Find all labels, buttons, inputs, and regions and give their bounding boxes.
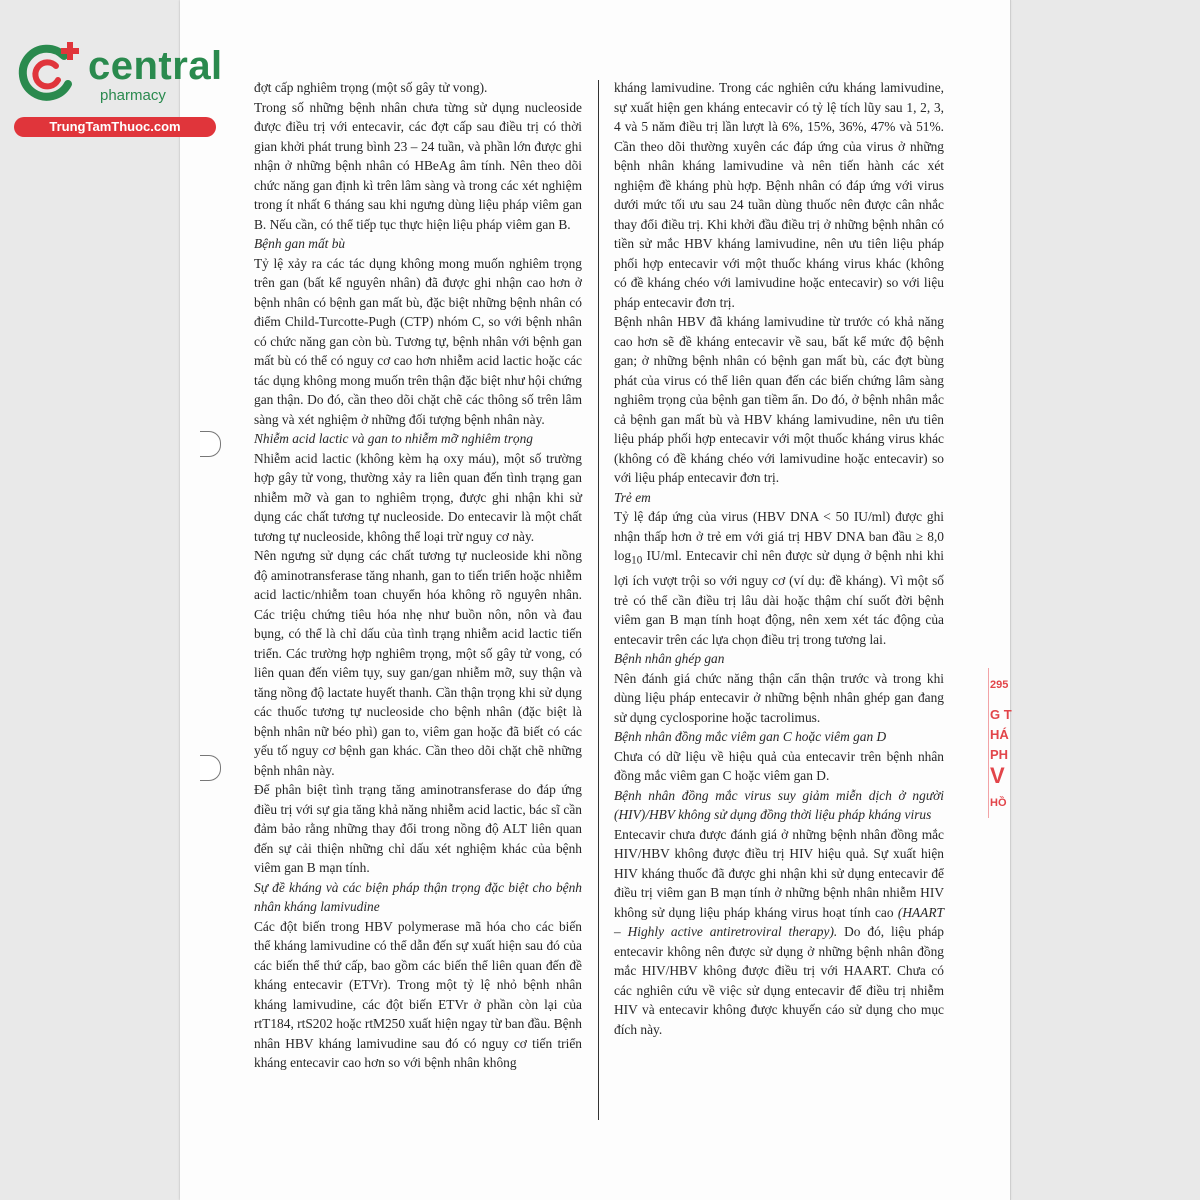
stamp-border	[988, 668, 989, 818]
paragraph	[614, 507, 944, 649]
text-run: IU/ml. Entecavir chỉ nên được sử dụng ở bệnh nhi khi lợi ích vượt trội so với nguy cơ (ví dụ: đề kháng). Vì một số trẻ có thể cần điều trị lâu dài hoặc thậm chí suốt đời bệnh viêm gan B mạn tính hoạt động, nên xem xét tác động của entecavir trên các lựa chọn điều trị trong tương lai.	[614, 548, 944, 647]
stamp-text: V	[990, 763, 1005, 788]
text-column-right	[614, 78, 944, 1039]
stamp-text: HỒ	[990, 797, 1007, 809]
text-run: Entecavir chưa được đánh giá ở những bệnh nhân đồng mắc HIV/HBV không được điều trị HIV hiệu quả. Sự xuất hiện HIV kháng thuốc đã được ghi nhận khi sử dụng entecavir để điều trị viêm gan B mạn tính ở những bệnh nhân nhiễm HIV không sử dụng liệu pháp kháng virus hoạt tính cao	[614, 826, 944, 920]
text-run: Tỷ lệ đáp ứng của virus (HBV DNA < 50 IU/ml) được ghi nhận thấp hơn ở trẻ em với giá trị HBV DNA ban đầu ≥ 8,0 log	[614, 509, 944, 563]
paragraph	[614, 825, 944, 1040]
section-heading: Bệnh nhân ghép gan	[614, 651, 725, 667]
column-divider	[598, 80, 599, 1120]
section-heading: Bệnh nhân đồng mắc virus suy giảm miễn dịch ở người (HIV)/HBV không sử dụng đồng thời liệu pháp kháng virus	[614, 787, 944, 823]
central-pharmacy-logo-icon	[12, 38, 84, 110]
paragraph: Để phân biệt tình trạng tăng aminotransferase do đáp ứng điều trị với sự gia tăng khả năng nhiễm acid lactic, bác sĩ cần đảm bảo rằng những thay đổi trong nồng độ ALT liên quan đến sự cải thiện những chỉ dấu xét nghiệm khác của bệnh viêm gan B mạn tính.	[254, 782, 582, 875]
logo-url-badge[interactable]: TrungTamThuoc.com	[14, 117, 216, 137]
paragraph: Nên ngưng sử dụng các chất tương tự nucleoside khi nồng độ aminotransferase tăng nhanh, gan to tiến triển hoặc nhiễm acid lactic/nhiễm toan chuyển hóa không rõ nguyên nhân. Các triệu chứng tiêu hóa nhẹ như buồn nôn, nôn và đau bụng, có thể là chỉ dấu của tình trạng nhiễm acid lactic tiến triển. Các trường hợp nghiêm trọng, một số gây tử vong, có liên quan đến viêm tụy, suy gan/gan nhiễm mỡ, suy thận và tăng nồng độ lactate huyết thanh. Cần thận trọng khi sử dụng các thuốc tương tự nucleoside cho bệnh nhân (đặc biệt là bệnh nhân nữ béo phì) gan to, viêm gan hoặc đã biết có các yếu tố nguy cơ bệnh gan khác. Cần theo dõi chặt chẽ những bệnh nhân này.	[254, 548, 582, 778]
text-run: Do đó, liệu pháp entecavir không nên được sử dụng ở những bệnh nhân đồng mắc HIV/HBV không được điều trị với HAART. Chưa có các nghiên cứu về việc sử dụng entecavir để điều trị nhiễm HIV và entecavir không được khuyến cáo sử dụng cho mục đích này.	[614, 924, 944, 1037]
paragraph: đợt cấp nghiêm trọng (một số gây tử vong).	[254, 80, 488, 95]
binder-hole-top	[200, 431, 221, 457]
subscript: 10	[631, 554, 643, 567]
section-heading: Bệnh gan mất bù	[254, 236, 346, 251]
text-column-left	[254, 78, 582, 1073]
paragraph: Nhiễm acid lactic (không kèm hạ oxy máu), một số trường hợp gây tử vong, thường xảy ra liên quan đến tình trạng gan nhiễm mỡ và gan to nghiêm trọng, được ghi nhận khi sử dụng các chất tương tự nucleoside. Do entecavir là một chất tương tự nucleoside, không thể loại trừ nguy cơ này.	[254, 450, 582, 544]
section-heading: Nhiễm acid lactic và gan to nhiễm mỡ nghiêm trọng	[254, 431, 534, 446]
stamp-text: PH	[990, 747, 1009, 762]
paragraph: Trong số những bệnh nhân chưa từng sử dụng nucleoside được điều trị với entecavir, các đợt cấp sau điều trị có thời gian khởi phát trung bình 23 – 24 tuần, và phần lớn được ghi nhận ở những bệnh nhân có HBeAg âm tính. Nên theo dõi chức năng gan định kì trên lâm sàng và trong các xét nghiệm trong ít nhất 6 tháng sau khi ngưng dùng liệu pháp viêm gan B. Nếu cần, có thể tiếp tục thực hiện liệu pháp viêm gan B.	[254, 99, 582, 232]
pharmacy-logo[interactable]	[8, 36, 223, 136]
paragraph: Tỷ lệ xảy ra các tác dụng không mong muốn nghiêm trọng trên gan (bất kể nguyên nhân) đã được ghi nhận cao hơn ở bệnh nhân có bệnh gan mất bù, đặc biệt những bệnh nhân có điểm Child-Turcotte-Pugh (CTP) nhóm C, so với bệnh nhân có chức năng gan còn bù. Tương tự, bệnh nhân với bệnh gan mất bù có thể có nguy cơ cao hơn nhiễm acid lactic hoặc các tác dụng không mong muốn trên thận đặc biệt như hội chứng gan thận. Do đó, cần theo dõi chặt chẽ các thông số trên lâm sàng và xét nghiệm ở những đối tượng bệnh nhân này.	[254, 255, 582, 427]
section-heading: Trẻ em	[614, 489, 651, 505]
red-stamp-fragment	[986, 668, 1016, 820]
section-heading: Sự đề kháng và các biện pháp thận trọng đặc biệt cho bệnh nhân kháng lamivudine	[254, 879, 582, 914]
paragraph: Bệnh nhân HBV đã kháng lamivudine từ trước có khả năng cao hơn sẽ đề kháng entecavir về sau, bất kể mức độ bệnh gan; ở những bệnh nhân có bệnh gan mất bù, các đợt bùng phát của virus có thể liên quan đến các biến chứng lâm sàng nghiêm trọng của bệnh gan tiềm ẩn. Do đó, ở bệnh nhân mắc cả bệnh gan mất bù và HBV kháng lamivudine, nên ưu tiên liệu pháp phối hợp entecavir với một thuốc kháng virus khác (không có đề kháng chéo với lamivudine hoặc entecavir) so với liệu pháp entecavir đơn trị.	[614, 314, 944, 485]
logo-brand-text: central	[88, 44, 223, 88]
italic-term: (HAART – Highly active antiretroviral therapy).	[614, 904, 944, 940]
stamp-text: HÁ	[990, 727, 1009, 742]
stamp-text: 295	[990, 679, 1009, 691]
stamp-text: G T	[990, 707, 1012, 722]
paragraph: Nên đánh giá chức năng thận cẩn thận trước và trong khi dùng liệu pháp entecavir ở những bệnh nhân ghép gan đang sử dụng cyclosporine hoặc tacrolimus.	[614, 670, 944, 725]
binder-hole-bottom	[200, 755, 221, 781]
paragraph: Các đột biến trong HBV polymerase mã hóa cho các biến thể kháng lamivudine có thể dẫn đến sự xuất hiện sau đó của các biến thể thứ cấp, bao gồm các biến thể liên quan đến đề kháng entecavir (ETVr). Trong một tỷ lệ nhỏ bệnh nhân kháng lamivudine, các đột biến ETVr ở phần còn lại của rtT184, rtS202 hoặc rtM250 xuất hiện ngay từ ban đầu. Bệnh nhân HBV kháng lamivudine sau đó có nguy cơ tiến triển kháng entecavir cao hơn so với bệnh nhân không	[254, 918, 582, 1070]
page-edge	[1010, 0, 1011, 1200]
paragraph: kháng lamivudine. Trong các nghiên cứu kháng lamivudine, sự xuất hiện gen kháng entecavir có tỷ lệ tích lũy sau 1, 2, 3, 4 và 5 năm điều trị lần lượt là 6%, 15%, 36%, 47% và 51%. Cần theo dõi thường xuyên các đáp ứng của virus ở những bệnh nhân kháng lamivudine và nên tiến hành các xét nghiệm đề kháng phù hợp. Bệnh nhân có đáp ứng với virus dưới mức tối ưu sau 24 tuần dùng thuốc nên được cân nhắc thay đổi điều trị. Khi khởi đầu điều trị ở những bệnh nhân có tiền sử mắc HBV kháng lamivudine, nên ưu tiên liệu pháp phối hợp entecavir với một thuốc kháng virus khác (không có đề kháng chéo với lamivudine hoặc entecavir) so với liệu pháp entecavir đơn trị.	[614, 80, 944, 310]
logo-sub-text: pharmacy	[100, 87, 166, 104]
section-heading: Bệnh nhân đồng mắc viêm gan C hoặc viêm gan D	[614, 729, 887, 745]
paragraph: Chưa có dữ liệu về hiệu quả của entecavir trên bệnh nhân đồng mắc viêm gan C hoặc viêm gan D.	[614, 748, 944, 784]
